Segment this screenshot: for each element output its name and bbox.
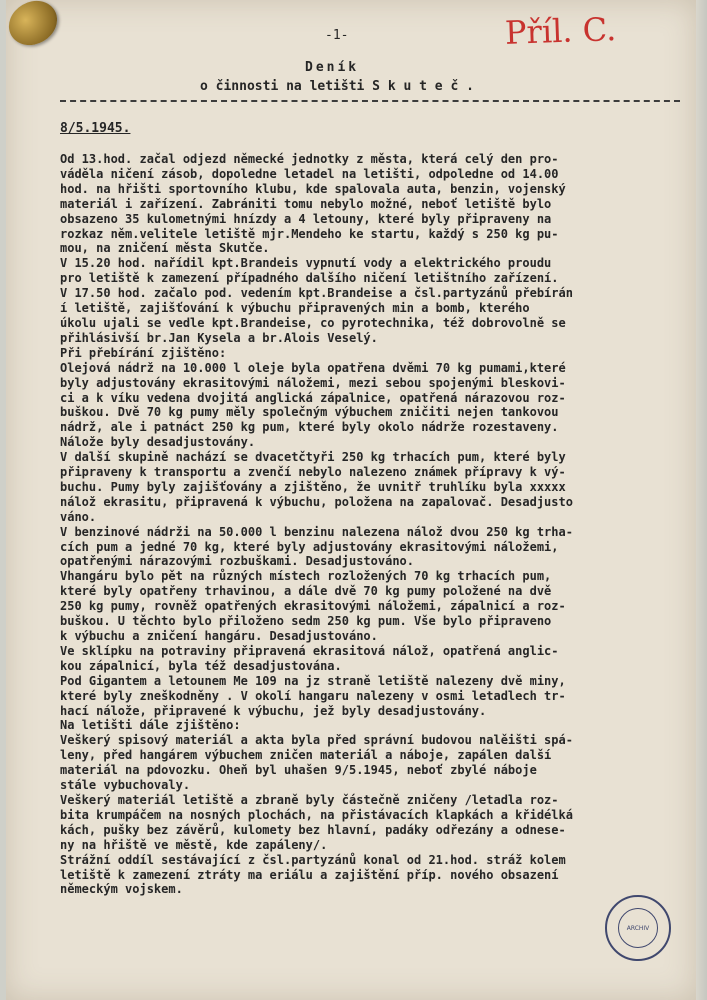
- archive-seal-inner: [618, 908, 658, 948]
- page-number: -1-: [325, 28, 349, 43]
- date-heading: 8/5.1945.: [60, 121, 131, 136]
- diary-body-text: Od 13.hod. začal odjezd německé jednotky z města, která celý den pro- váděla ničení zásob, dopoledne letadel na letišti, odpoledne od 14.00 hod. na hřišti sportovního klubu, kde spalovala auta, benzin, vojenský materiál i zařízení. Zabrániti tomu nebylo možné, neboť letiště bylo obsazeno 35 kulometnými hnízdy a 4 letouny, které byly připraveny na rozkaz něm.velitele letiště mjr.Mendeho ke startu, každý s 250 kg pu- mou, na zničení města Skutče. V 15.20 hod. nařídil kpt.Brandeis vypnutí vody a elektrického proudu pro letiště k zamezení případného dalšího ničení letištního zařízení. V 17.50 hod. začalo pod. vedením kpt.Brandeise a čsl.partyzánů přebírán í letiště, zajišťování k výbuchu připravených min a bomb, kterého úkolu ujali se vedle kpt.Brandeise, co pyrotechnika, též dobrovolně se přihlásivší br.Jan Kysela a br.Alois Veselý. Při přebírání zjištěno: Olejová nádrž na 10.000 l oleje byla opatřena dvěmi 70 kg pumami,které byly adjustovány ekrasitovými náložemi, mezi sebou spojenými bleskovi- ci a k víku vedena dvojitá anglická zápalnice, opatřená nárazovou roz- buškou. Dvě 70 kg pumy měly společným výbuchem zničiti nejen tankovou nádrž, ale i patnáct 250 kg pum, které byly okolo nádrže rozestaveny. Nálože byly desadjustovány. V další skupině nachází se dvacetčtyři 250 kg trhacích pum, které byly připraveny k transportu a zvenčí nebylo nalezeno známek přípravy k vý- buchu. Pumy byly zajišťovány a zjištěno, že uvnitř truhlíku byla xxxxx nálož ekrasitu, připravená k výbuchu, položena na zapalovač. Desadjusto váno. V benzinové nádrži na 50.000 l benzinu nalezena nálož dvou 250 kg trha- cích pum a jedné 70 kg, které byly adjustovány ekrasitovými náložemi, opatřenými nárazovými rozbuškami. Desadjustováno. Vhangáru bylo pět na různých místech rozložených 70 kg trhacích pum, které byly opatřeny trhavinou, a dále dvě 70 kg pumy položené na dvě 250 kg pumy, rovněž opatřených ekrasitovými náložemi, zápalnicí a roz- buškou. U těchto bylo přiloženo sedm 250 kg pum. Vše bylo připraveno k výbuchu a zničení hangáru. Desadjustováno. Ve sklípku na potraviny připravená ekrasitová nálož, opatřená anglic- kou zápalnicí, byla též desadjustována. Pod Gigantem a letounem Me 109 na jz straně letiště nalezeny dvě miny, které byly zneškodněny . V okolí hangaru nalezeny v osmi letadlech tr- hací nálože, připravené k výbuchu, jež byly desadjustovány. Na letišti dále zjištěno: Veškerý spisový materiál a akta byla před správní budovou nalěišti spá- leny, před hangárem výbuchem zničen materiál a náboje, zapálen další materiál na pdovozku. Oheň byl uhašen 9/5.1945, neboť zbylé náboje stále vybuchovaly. Veškerý materiál letiště a zbraně byly částečně zničeny /letadla roz- bita krumpáčem na nosných plochách, na přistávacích klapkách a křidélká kách, pušky bez závěrů, kulomety bez hlavní, padáky odřezány a odnese- ny na hřiště ve městě, kde zapáleny/. Strážní oddíl sestávající z čsl.partyzánů konal od 21.hod. stráž kolem letiště k zamezení ztráty ma eriálu a zajištění příp. nového obsazení německým vojskem.: [60, 152, 573, 897]
- document-title: Deník: [305, 60, 360, 75]
- archive-seal: [605, 895, 671, 961]
- document-subtitle: o činnosti na letišti S k u t e č .: [200, 79, 474, 94]
- attachment-stamp: Příl. C.: [504, 10, 617, 52]
- page-edge-shadow: [696, 0, 707, 1000]
- title-divider: [60, 100, 680, 102]
- archive-seal-text: ARCHIV: [626, 924, 650, 932]
